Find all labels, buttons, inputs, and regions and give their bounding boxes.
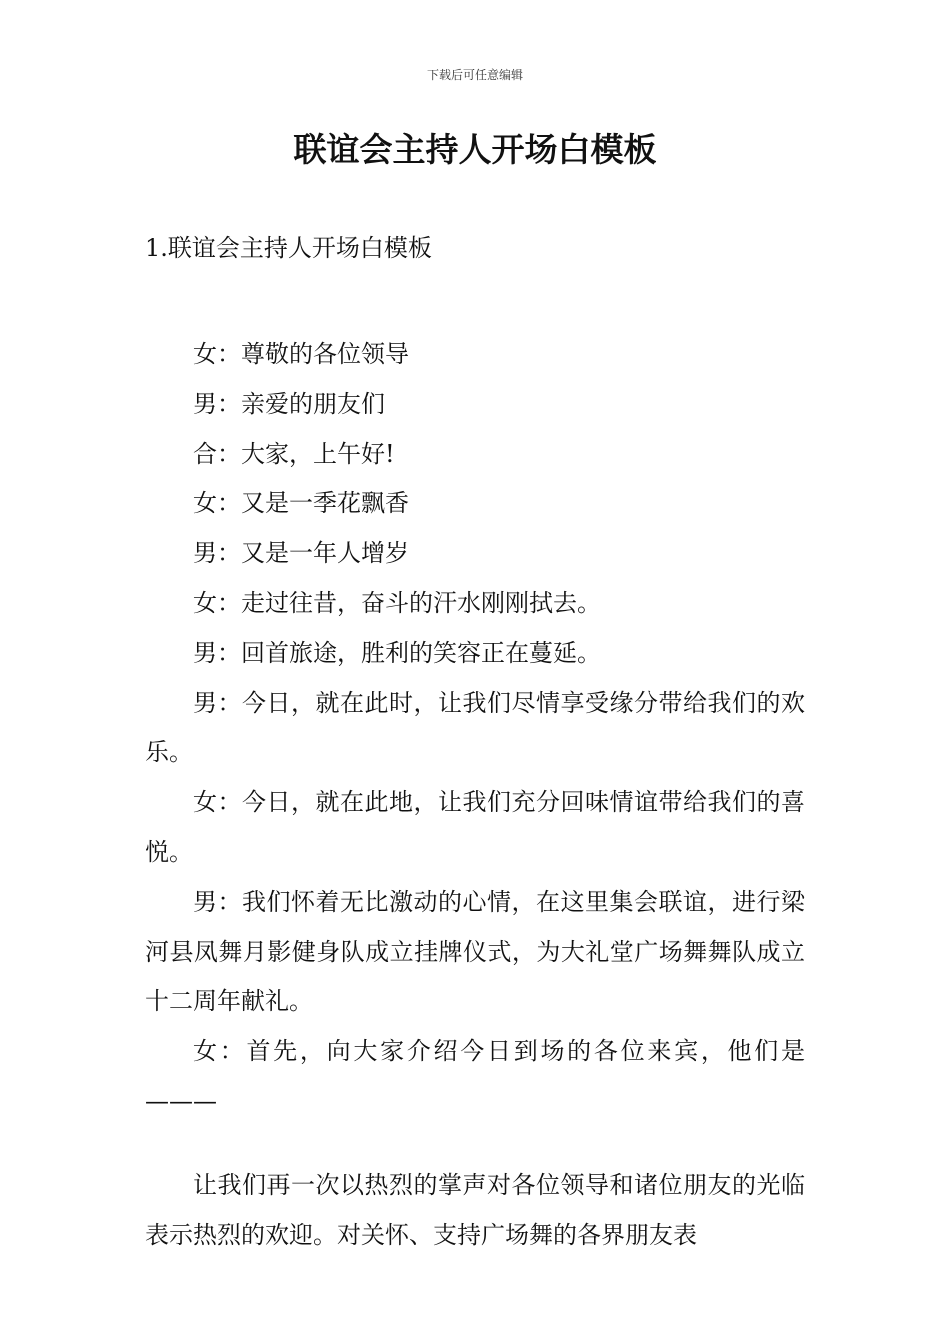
paragraph: 合：大家，上午好! [193,439,395,468]
paragraph: 男：回首旅途，胜利的笑容正在蔓延。 [193,638,601,667]
paragraph: 女：又是一季花飘香 [193,489,409,518]
paragraph: 让我们再一次以热烈的掌声对各位领导和诸位朋友的光临表示热烈的欢迎。对关怀、支持广场舞的各界朋友表 [145,1170,805,1249]
paragraph: 男：今日，就在此时，让我们尽情享受缘分带给我们的欢乐。 [145,688,805,767]
document-title: 联谊会主持人开场白模板 [293,130,657,169]
paragraph: 男：又是一年人增岁 [193,539,409,568]
header-note: 下载后可任意编辑 [426,68,523,82]
paragraph: 女：首先，向大家介绍今日到场的各位来宾，他们是——— [145,1037,805,1115]
paragraph: 女：走过往昔，奋斗的汗水刚刚拭去。 [193,588,601,617]
paragraph: 女：尊敬的各位领导 [193,340,409,368]
document-body [145,330,805,1260]
paragraph: 女：今日，就在此地，让我们充分回味情谊带给我们的喜悦。 [145,788,805,866]
paragraph: 男：我们怀着无比激动的心情，在这里集会联谊，进行梁河县凤舞月影健身队成立挂牌仪式，为大礼堂广场舞舞队成立十二周年献礼。 [145,887,805,1016]
paragraph: 男：亲爱的朋友们 [193,389,385,418]
section-heading: 1.联谊会主持人开场白模板 [145,234,432,262]
